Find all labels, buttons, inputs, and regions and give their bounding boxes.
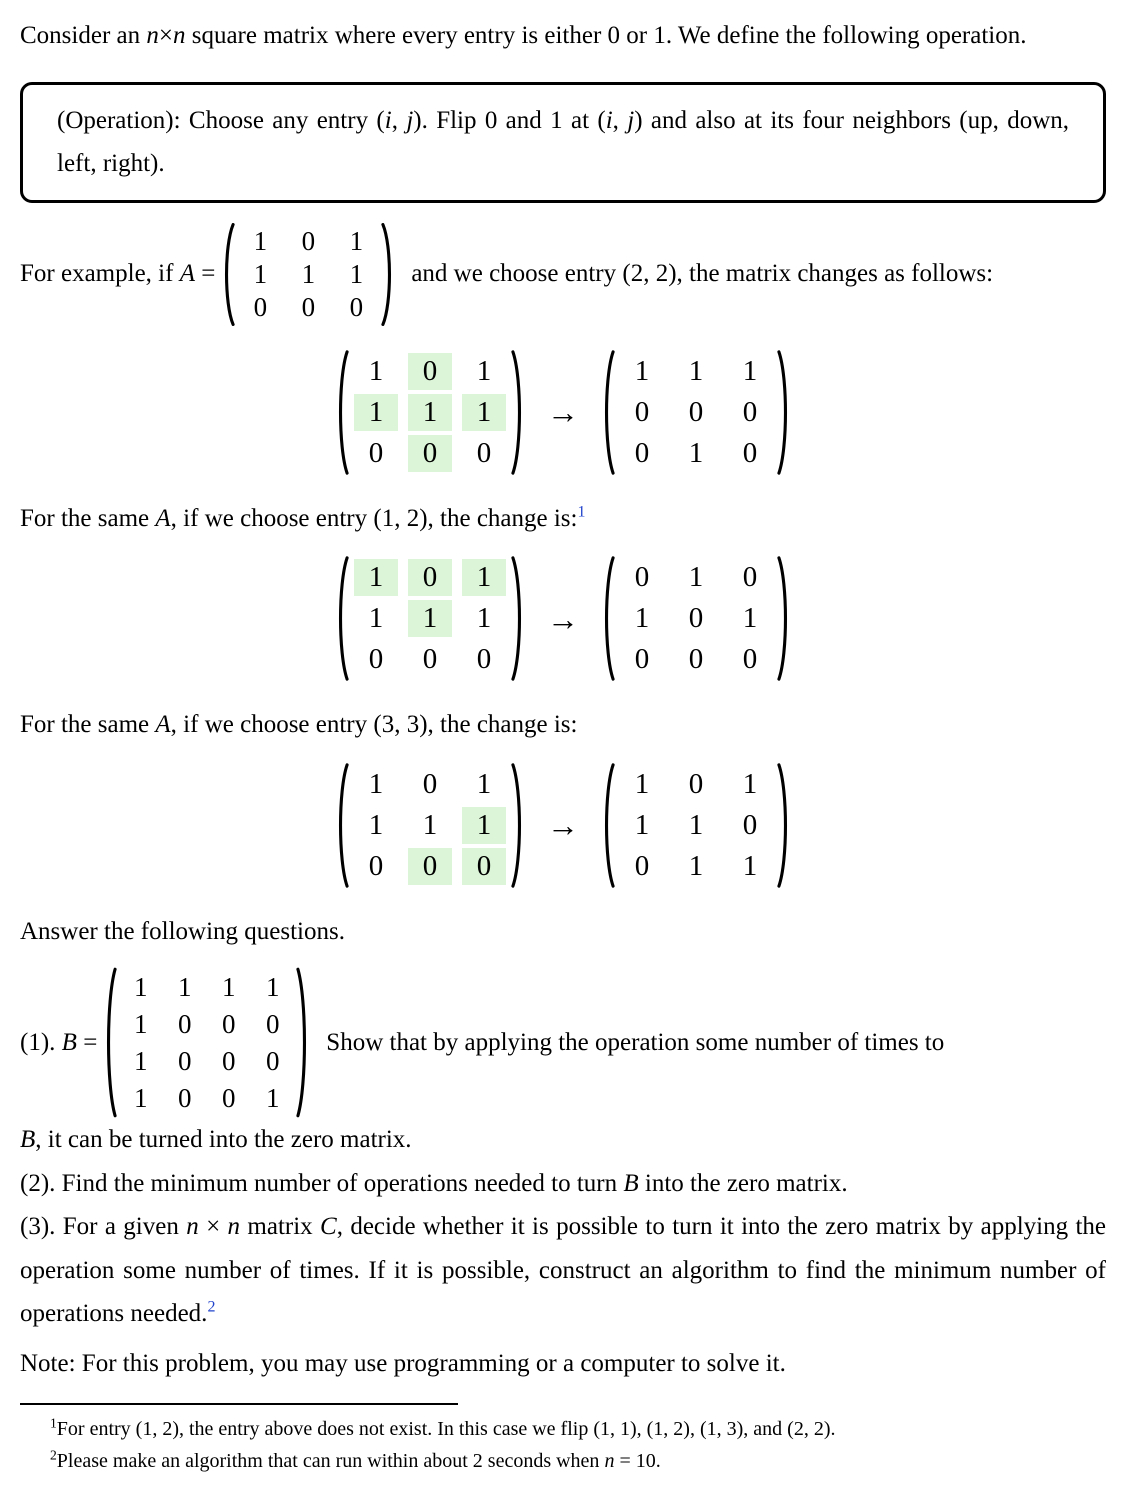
matrix-cell-highlighted: 0 xyxy=(408,559,452,596)
text-run: For example, if xyxy=(20,260,180,288)
matrix-grid xyxy=(350,556,510,681)
matrix-t1-after xyxy=(601,350,791,475)
matrix-cell-highlighted: 0 xyxy=(408,353,452,390)
matrix-cell: 1 xyxy=(253,225,268,256)
matrix-cell: 0 xyxy=(178,1082,192,1113)
text-run: C xyxy=(320,1213,337,1240)
matrix-t3-after xyxy=(601,763,791,888)
question-3 xyxy=(20,1205,1106,1336)
matrix-cell: 1 xyxy=(266,971,280,1002)
matrix-cell-highlighted: 1 xyxy=(408,394,452,431)
matrix-cell: 0 xyxy=(742,436,758,469)
right-paren xyxy=(776,763,791,888)
matrix-cell: 0 xyxy=(688,767,704,800)
text-run: , it can be turned into the zero matrix. xyxy=(35,1126,412,1153)
matrix-cell: 1 xyxy=(688,354,704,387)
matrix-cell: 0 xyxy=(222,1008,236,1039)
transformation-2 xyxy=(20,556,1106,681)
matrix-cell: 1 xyxy=(134,1082,148,1113)
right-paren xyxy=(776,350,791,475)
question-2 xyxy=(20,1162,1106,1206)
text-run: For entry (1, 2), the entry above does not exist. In this case we flip (1, 1), (1, 2), (1, 3), and (2, 2). xyxy=(56,1418,836,1440)
text-run: For the same xyxy=(20,711,156,738)
matrix-cell: 1 xyxy=(634,767,650,800)
matrix-cell: 0 xyxy=(422,767,438,800)
text-run: n xyxy=(604,1450,615,1473)
right-paren xyxy=(776,556,791,681)
matrix-cell-highlighted: 1 xyxy=(354,559,398,596)
text-run: and we choose entry (2, 2), the matrix changes as follows: xyxy=(411,260,994,288)
text-run: B xyxy=(61,1028,77,1056)
matrix-cell: 1 xyxy=(222,971,236,1002)
text-run: (2). Find the minimum number of operations needed to turn xyxy=(20,1169,624,1197)
matrix-b xyxy=(103,967,310,1118)
question-1-trail xyxy=(326,1021,1106,1065)
matrix-cell: 1 xyxy=(266,1082,280,1113)
question-1-continuation xyxy=(20,1118,1106,1162)
left-paren xyxy=(335,556,350,681)
matrix-cell: 1 xyxy=(349,225,364,256)
matrix-cell: 0 xyxy=(222,1045,236,1076)
matrix-cell: 0 xyxy=(222,1082,236,1113)
matrix-cell-highlighted: 1 xyxy=(354,394,398,431)
operation-text xyxy=(57,99,1069,186)
text-run: n xyxy=(146,22,159,49)
matrix-cell: 0 xyxy=(368,849,384,882)
intro-paragraph xyxy=(20,14,1106,58)
right-paren xyxy=(510,350,525,475)
text-run: , xyxy=(612,106,628,134)
text-run: × xyxy=(158,22,173,49)
text-run: × xyxy=(198,1213,228,1240)
text-run: (1). xyxy=(20,1028,62,1056)
matrix-grid xyxy=(616,763,776,888)
matrix-cell: 0 xyxy=(634,643,650,675)
right-arrow-icon: → xyxy=(547,394,579,430)
matrix-cell-highlighted: 1 xyxy=(462,807,506,844)
question-1-lead xyxy=(20,1021,97,1065)
text-run: i xyxy=(605,106,613,134)
matrix-cell: 1 xyxy=(134,1008,148,1039)
matrix-cell-highlighted: 0 xyxy=(408,848,452,885)
matrix-cell: 0 xyxy=(253,291,268,322)
text-run: Note: For this problem, you may use programming or a computer to solve it. xyxy=(20,1349,786,1377)
matrix-t3-before xyxy=(335,763,525,888)
text-run: i xyxy=(384,106,392,134)
matrix-cell: 0 xyxy=(178,1008,192,1039)
footnote-ref-2[interactable]: 2 xyxy=(207,1298,216,1316)
matrix-cell: 1 xyxy=(368,808,384,841)
text-run: ). Flip 0 and 1 at ( xyxy=(413,106,606,134)
matrix-cell: 0 xyxy=(688,602,704,634)
matrix-cell: 1 xyxy=(742,354,758,387)
left-paren xyxy=(103,967,118,1118)
text-run: j xyxy=(406,106,414,134)
text-run: n xyxy=(172,22,186,49)
text-run: square matrix where every entry is either 0 or 1. We define the following operation. xyxy=(185,22,1027,49)
matrix-cell: 1 xyxy=(368,602,384,634)
footnote-2 xyxy=(20,1445,1106,1477)
left-paren xyxy=(601,763,616,888)
matrix-cell: 0 xyxy=(742,808,758,841)
matrix-cell: 0 xyxy=(742,561,758,593)
matrix-cell: 0 xyxy=(634,561,650,593)
text-run: (Operation): Choose any entry ( xyxy=(57,106,385,134)
matrix-cell: 1 xyxy=(134,1045,148,1076)
right-arrow-icon: → xyxy=(547,807,579,843)
right-paren xyxy=(380,223,395,326)
text-run: n xyxy=(227,1213,241,1240)
matrix-cell: 1 xyxy=(349,258,364,289)
footnotes-section xyxy=(20,1403,1106,1478)
text-run: A xyxy=(179,260,195,288)
text-run: into the zero matrix. xyxy=(638,1169,848,1197)
matrix-cell: 1 xyxy=(253,258,268,289)
operation-box xyxy=(20,82,1106,203)
matrix-cell: 1 xyxy=(301,258,316,289)
left-paren xyxy=(335,763,350,888)
matrix-cell-highlighted: 1 xyxy=(408,600,452,637)
matrix-cell: 1 xyxy=(134,971,148,1002)
matrix-t1-before xyxy=(335,350,525,475)
left-paren xyxy=(221,223,236,326)
transformation-3 xyxy=(20,763,1106,888)
text-run: For the same xyxy=(20,504,156,532)
right-paren xyxy=(295,967,310,1118)
matrix-cell: 0 xyxy=(266,1045,280,1076)
matrix-cell: 0 xyxy=(349,291,364,322)
matrix-cell: 0 xyxy=(476,436,492,469)
matrix-cell: 0 xyxy=(688,643,704,675)
matrix-grid xyxy=(616,556,776,681)
matrix-cell: 1 xyxy=(634,354,650,387)
text-run: A xyxy=(155,504,171,532)
text-run: Answer the following questions. xyxy=(20,917,345,945)
text-run: = xyxy=(76,1028,98,1056)
text-run: j xyxy=(627,106,635,134)
text-run: Please make an algorithm that can run within about 2 seconds when xyxy=(56,1450,605,1473)
footnote-mark-1: 1 xyxy=(50,1415,57,1431)
right-paren xyxy=(510,763,525,888)
text-run: , if we choose entry (3, 3), the change is: xyxy=(170,711,578,738)
matrix-cell: 0 xyxy=(368,436,384,469)
left-paren xyxy=(335,350,350,475)
text-run: B xyxy=(623,1169,639,1197)
text-run: , xyxy=(391,106,407,134)
footnote-ref-1[interactable]: 1 xyxy=(577,503,586,521)
matrix-cell: 0 xyxy=(301,291,316,322)
answer-heading xyxy=(20,910,1106,954)
matrix-cell: 1 xyxy=(688,561,704,593)
matrix-cell: 1 xyxy=(178,971,192,1002)
matrix-grid xyxy=(350,350,510,475)
question-1-row xyxy=(20,967,1106,1118)
right-paren xyxy=(510,556,525,681)
example-definition-row xyxy=(20,223,1106,326)
matrix-grid xyxy=(350,763,510,888)
matrix-cell: 1 xyxy=(742,602,758,634)
matrix-cell: 0 xyxy=(634,395,650,428)
matrix-cell: 0 xyxy=(634,849,650,882)
matrix-cell: 0 xyxy=(422,643,438,675)
matrix-cell: 0 xyxy=(634,436,650,469)
text-run: A xyxy=(155,711,171,738)
text-run: , decide whether it is possible to turn it into the zero matrix by applying the operation some number of times. If it is possible, construct an algorithm to find the minimum number of operations needed. xyxy=(20,1213,1106,1327)
footnote-mark-2: 2 xyxy=(50,1447,57,1463)
text-run: n xyxy=(186,1213,199,1240)
example-trail-text xyxy=(411,252,1106,296)
matrix-cell: 1 xyxy=(742,849,758,882)
example-lead-text xyxy=(20,252,215,296)
note-paragraph xyxy=(20,1342,1106,1386)
text-run: ) and also at its four neighbors (up, down, left, right). xyxy=(57,106,1069,177)
matrix-t2-before xyxy=(335,556,525,681)
matrix-cell: 1 xyxy=(368,767,384,800)
footnote-rule xyxy=(20,1403,458,1405)
text-run: B xyxy=(20,1126,36,1153)
left-paren xyxy=(601,350,616,475)
matrix-cell: 1 xyxy=(634,602,650,634)
matrix-cell: 0 xyxy=(266,1008,280,1039)
matrix-cell: 1 xyxy=(688,849,704,882)
matrix-grid xyxy=(616,350,776,475)
transformation-1 xyxy=(20,350,1106,475)
matrix-cell: 1 xyxy=(688,808,704,841)
example-3-intro xyxy=(20,703,1106,747)
right-arrow-icon: → xyxy=(547,600,579,637)
matrix-cell: 0 xyxy=(688,395,704,428)
matrix-cell: 1 xyxy=(688,436,704,469)
matrix-cell: 0 xyxy=(178,1045,192,1076)
text-run: = xyxy=(194,260,216,288)
matrix-cell: 1 xyxy=(742,767,758,800)
matrix-cell-highlighted: 1 xyxy=(462,394,506,431)
text-run: matrix xyxy=(240,1213,321,1240)
matrix-cell: 0 xyxy=(742,395,758,428)
matrix-t2-after xyxy=(601,556,791,681)
matrix-cell: 1 xyxy=(634,808,650,841)
text-run: = 10. xyxy=(614,1450,661,1473)
matrix-grid xyxy=(118,967,295,1118)
matrix-cell: 0 xyxy=(368,643,384,675)
matrix-cell-highlighted: 0 xyxy=(462,848,506,885)
text-run: , if we choose entry (1, 2), the change is: xyxy=(170,504,578,532)
matrix-a xyxy=(221,223,395,326)
left-paren xyxy=(601,556,616,681)
matrix-cell: 0 xyxy=(742,643,758,675)
footnote-1 xyxy=(20,1413,1106,1445)
matrix-cell: 1 xyxy=(476,767,492,800)
matrix-cell: 1 xyxy=(476,602,492,634)
matrix-grid xyxy=(236,223,380,326)
matrix-cell: 1 xyxy=(368,354,384,387)
text-run: (3). For a given xyxy=(20,1213,187,1240)
example-2-intro xyxy=(20,497,1106,541)
text-run: Show that by applying the operation some number of times to xyxy=(326,1028,945,1056)
matrix-cell: 0 xyxy=(476,643,492,675)
matrix-cell: 1 xyxy=(422,808,438,841)
matrix-cell-highlighted: 1 xyxy=(462,559,506,596)
text-run: Consider an xyxy=(20,22,147,49)
matrix-cell: 1 xyxy=(476,354,492,387)
matrix-cell: 0 xyxy=(301,225,316,256)
matrix-cell-highlighted: 0 xyxy=(408,435,452,472)
